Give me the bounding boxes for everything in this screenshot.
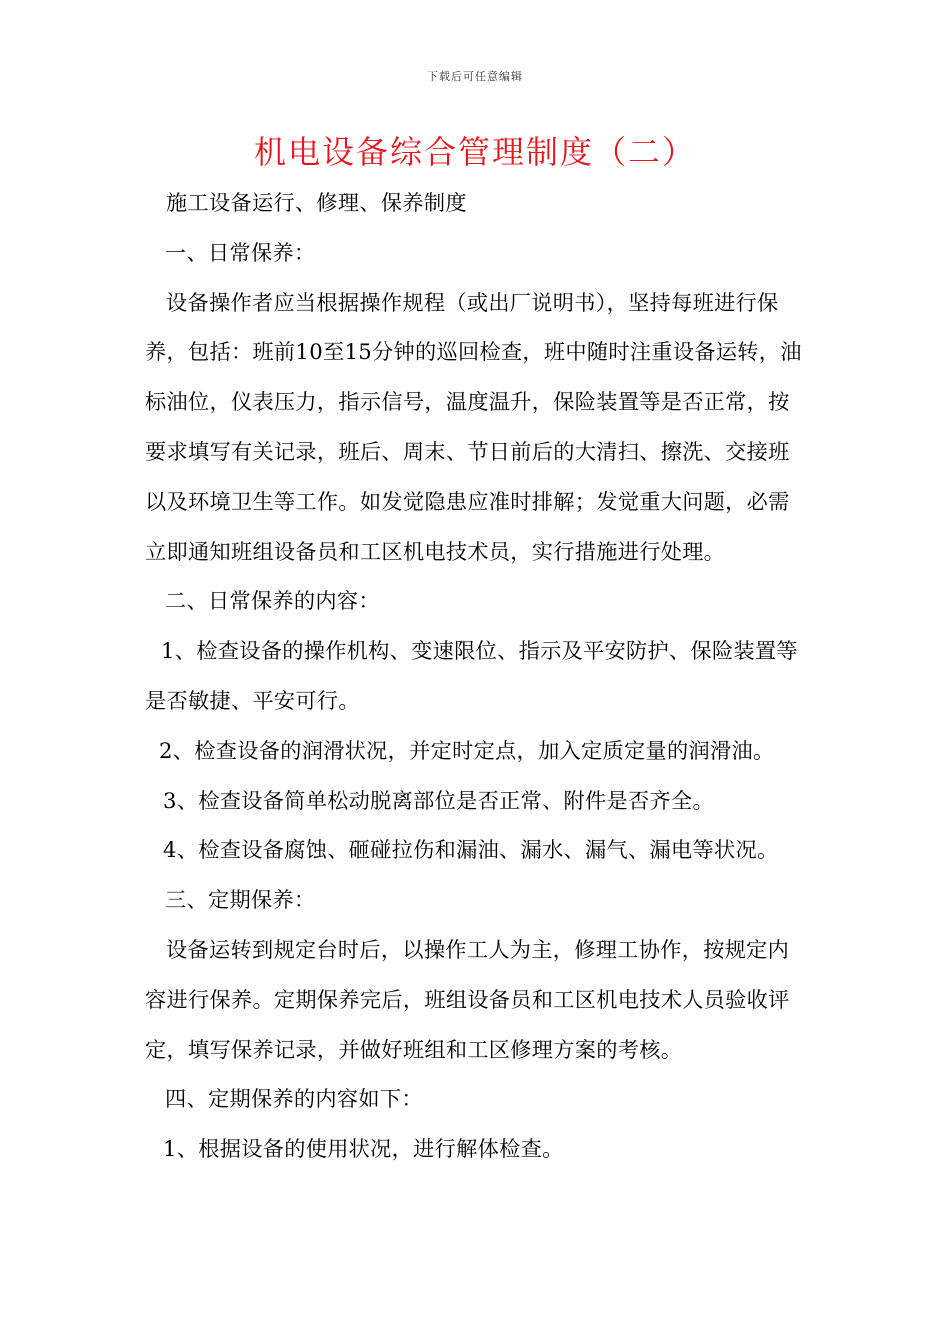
section-2-item-4: 4、检查设备腐蚀、砸碰拉伤和漏油、漏水、漏气、漏电等状况。 <box>163 837 779 863</box>
section-3-body: 设备运转到规定台时后，以操作工人为主，修理工协作，按规定内容进行保养。定期保养完后，班组设备员和工区机电技术人员验收评定，填写保养记录，并做好班组和工区修理方案的考核。 <box>145 936 790 1062</box>
section-2-item-2: 2、检查设备的润滑状况，并定时定点，加入定质定量的润滑油。 <box>159 737 775 763</box>
section-1-heading: 一、日常保养： <box>165 239 316 265</box>
section-2-item-3: 3、检查设备简单松动脱离部位是否正常、附件是否齐全。 <box>163 787 714 813</box>
section-1-body: 设备操作者应当根据操作规程（或出厂说明书），坚持每班进行保养，包括：班前10至15分钟的巡回检查，班中随时注重设备运转，油标油位，仪表压力，指示信号，温度温升，保险装置等是否正常，按要求填写有关记录，班后、周末、节日前后的大清扫、擦洗、交接班以及环境卫生等工作。如发觉隐患应准时排解；发觉重大问题，必需立即通知班组设备员和工区机电技术员，实行措施进行处理。 <box>145 289 802 564</box>
section-4-heading: 四、定期保养的内容如下： <box>165 1086 423 1112</box>
header-note: 下载后可任意编辑 <box>427 70 523 83</box>
section-3-heading: 三、定期保养： <box>165 887 316 913</box>
subtitle: 施工设备运行、修理、保养制度 <box>166 190 467 215</box>
document-body <box>145 178 807 1174</box>
section-2-heading: 二、日常保养的内容： <box>165 588 380 614</box>
section-2-item-1: 1、检查设备的操作机构、变速限位、指示及平安防护、保险装置等是否敏捷、平安可行。 <box>145 638 798 713</box>
section-4-item-1: 1、根据设备的使用状况，进行解体检查。 <box>163 1136 564 1162</box>
document-title: 机电设备综合管理制度（二） <box>253 133 696 171</box>
